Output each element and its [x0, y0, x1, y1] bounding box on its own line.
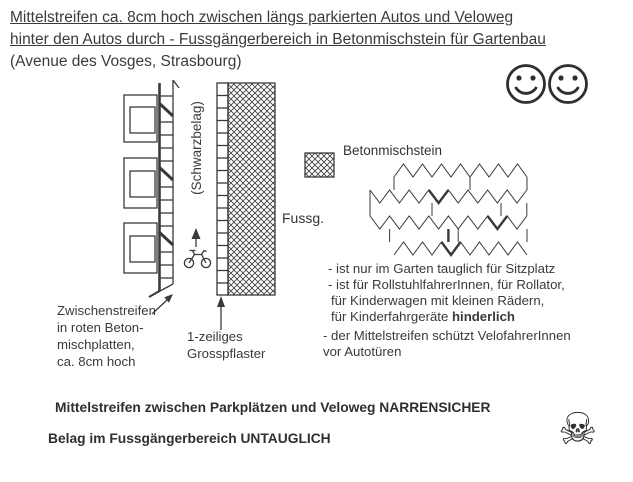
note-hindering: für Kinderfahrgeräte hinderlich [331, 309, 515, 324]
annotation-arrow [217, 296, 225, 330]
pavement-label-line-1: 1-zeiliges [187, 329, 243, 344]
paver-pattern [370, 164, 527, 255]
conclusion-line-1: Mittelstreifen zwischen Parkplätzen und Veloweg NARRENSICHER [55, 400, 491, 415]
title-line-2: hinter den Autos durch - Fussgängerbereich in Betonmischstein für Gartenbau [10, 31, 546, 48]
title-line-3: (Avenue des Vosges, Strasbourg) [10, 53, 242, 70]
cobble-row [217, 83, 228, 295]
note-protects-cyclists: - der Mittelstreifen schützt VelofahrerInnen [323, 328, 571, 343]
title-line-1: Mittelstreifen ca. 8cm hoch zwischen längs parkierten Autos und Veloweg [10, 9, 514, 26]
strip-label-line-4: ca. 8cm hoch [57, 354, 136, 369]
note-garden-only: - ist nur im Garten tauglich für Sitzplatz [328, 261, 556, 276]
legend-label: Betonmischstein [343, 143, 443, 158]
legend-swatch [305, 153, 334, 177]
strip-label-line-2: in roten Beton- [57, 320, 144, 335]
pedestrian-strip [228, 83, 275, 295]
note-hindering-bold: hinderlich [451, 309, 515, 324]
direction-arrow-icon [192, 228, 201, 247]
parked-car [124, 95, 157, 142]
parked-car [124, 158, 157, 208]
note-wheelchair: - ist für RollstuhlfahrerInnen, für Rollator, [328, 277, 565, 292]
strip-label-line-1: Zwischenstreifen [57, 303, 156, 318]
pedestrian-zone-label: Fussg. [282, 210, 325, 226]
strip-label-line-3: mischplatten, [57, 337, 135, 352]
parked-car [124, 223, 157, 273]
skull-crossbones-icon: ☠ [558, 404, 598, 455]
pavement-label-line-2: Grosspflaster [187, 346, 266, 361]
conclusion-line-2: Belag im Fussgängerbereich UNTAUGLICH [48, 431, 331, 446]
road-surface-label: (Schwarzbelag) [189, 101, 204, 195]
bicycle-icon [184, 251, 210, 268]
median-strip [149, 80, 179, 297]
note-strollers: für Kinderwagen mit kleinen Rädern, [331, 293, 545, 308]
note-car-doors: vor Autotüren [323, 344, 402, 359]
